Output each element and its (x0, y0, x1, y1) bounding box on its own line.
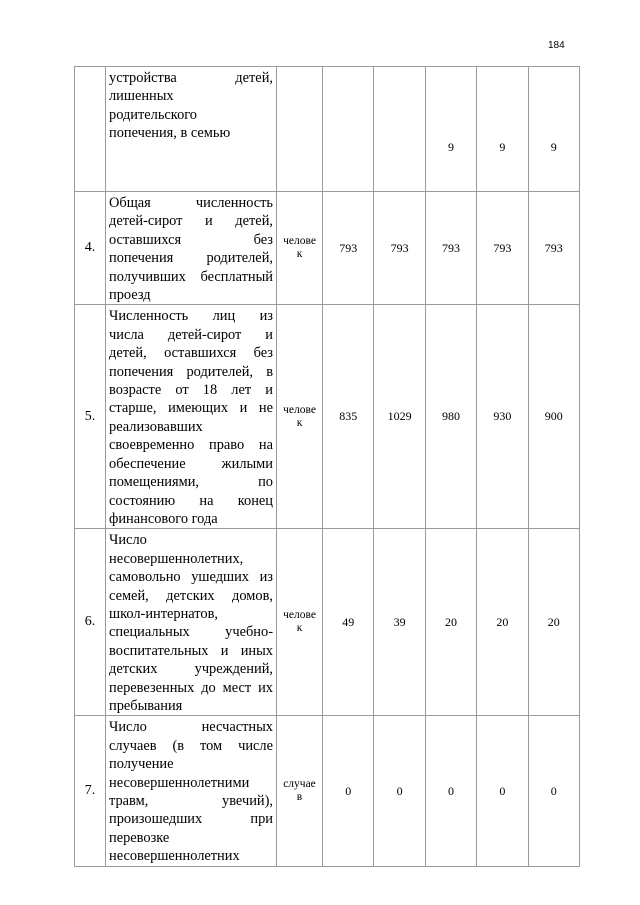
row-number (75, 67, 106, 192)
indicator-name-line: перевозке (109, 829, 170, 846)
indicator-name-line: Общая численность (109, 195, 273, 211)
value-cell: 20 (425, 529, 476, 716)
value-cell: 793 (425, 192, 476, 305)
value-cell: 49 (323, 529, 374, 716)
value-cell (374, 67, 425, 192)
unit-of-measure: случае в (277, 716, 323, 866)
page-number: 184 (548, 40, 565, 51)
indicator-name-line: травм, увечий), (109, 793, 273, 809)
indicator-name-line: получивших бесплатный (109, 268, 273, 285)
table-row (75, 192, 580, 305)
value-cell: 1029 (374, 305, 425, 529)
indicator-name-line: финансового года (109, 510, 218, 527)
value-cell: 0 (323, 716, 374, 866)
value-cell: 835 (323, 305, 374, 529)
row-number: 4. (75, 192, 106, 305)
indicator-name-line: получение (109, 756, 174, 773)
unit-of-measure (277, 67, 323, 192)
value-cell: 9 (477, 67, 528, 192)
indicator-name (106, 529, 277, 716)
row-number: 7. (75, 716, 106, 866)
indicator-name-line: несовершеннолетних, (109, 550, 244, 567)
table-row (75, 529, 580, 716)
value-cell: 900 (528, 305, 579, 529)
value-cell (323, 67, 374, 192)
table-body (75, 67, 580, 867)
value-cell: 0 (528, 716, 579, 866)
indicators-table (74, 66, 580, 867)
indicator-name-line: детских учреждений, (109, 661, 273, 678)
indicator-name-line: школ-интернатов, (109, 605, 218, 622)
indicator-name-line: несовершеннолетними (109, 774, 250, 791)
value-cell: 0 (425, 716, 476, 866)
indicator-name-line: Число несчастных (109, 719, 273, 736)
indicator-name-line: семей, детских домов, (109, 587, 273, 604)
value-cell: 793 (374, 192, 425, 305)
indicator-name (106, 192, 277, 305)
value-cell: 0 (477, 716, 528, 866)
indicator-name-line: состоянию на конец (109, 492, 273, 509)
indicator-name (106, 716, 277, 866)
indicator-name-line: детей, оставшихся без (109, 345, 273, 362)
indicator-name-line: старше, имеющих и не (109, 400, 273, 417)
value-cell: 980 (425, 305, 476, 529)
indicator-name-line: Численность лиц из (109, 308, 273, 325)
row-number: 5. (75, 305, 106, 529)
indicator-name-line: несовершеннолетних (109, 848, 240, 865)
value-cell: 793 (323, 192, 374, 305)
unit-of-measure: челове к (277, 305, 323, 529)
value-cell: 9 (528, 67, 579, 192)
indicator-name-line: произошедших при (109, 811, 273, 828)
indicator-name-line: пребывания (109, 697, 183, 714)
indicator-name-line: случаев (в том числе (109, 737, 273, 754)
indicator-name-line: воспитательных и иных (109, 642, 273, 659)
value-cell: 20 (477, 529, 528, 716)
indicator-name-line: попечения, в семью (109, 125, 231, 142)
value-cell: 793 (528, 192, 579, 305)
indicator-name-line: лишенных (109, 88, 174, 105)
indicator-name-line: родительского (109, 106, 198, 123)
indicator-name-line: попечения родителей, в (109, 363, 273, 380)
indicator-name-line: Число (109, 532, 147, 549)
table-row (75, 305, 580, 529)
unit-of-measure: челове к (277, 192, 323, 305)
indicator-name-line: помещениями, по (109, 474, 273, 491)
indicator-name-line: самовольно ушедших из (109, 569, 273, 586)
indicator-name-line: возрасте от 18 лет и (109, 382, 273, 399)
value-cell: 39 (374, 529, 425, 716)
indicator-name-line: перевезенных до мест их (109, 679, 273, 696)
value-cell: 793 (477, 192, 528, 305)
value-cell: 930 (477, 305, 528, 529)
indicator-name-line: обеспечение жилыми (109, 455, 273, 472)
value-cell: 9 (425, 67, 476, 192)
value-cell: 0 (374, 716, 425, 866)
indicator-name-line: проезд (109, 287, 151, 304)
row-number: 6. (75, 529, 106, 716)
indicator-name-line: числа детей-сирот и (109, 326, 273, 343)
indicator-name-line: попечения родителей, (109, 250, 273, 267)
indicator-name-line: своевременно право на (109, 437, 273, 454)
indicator-name (106, 305, 277, 529)
unit-of-measure: челове к (277, 529, 323, 716)
table-row (75, 67, 580, 192)
indicator-name-line: специальных учебно- (109, 624, 273, 641)
indicator-name-line: устройства детей, (109, 70, 273, 86)
indicator-name (106, 67, 277, 192)
indicator-name-line: детей-сирот и детей, (109, 213, 273, 230)
indicator-name-line: реализовавших (109, 418, 203, 435)
value-cell: 20 (528, 529, 579, 716)
indicator-name-line: оставшихся без (109, 231, 273, 248)
table-row (75, 716, 580, 866)
